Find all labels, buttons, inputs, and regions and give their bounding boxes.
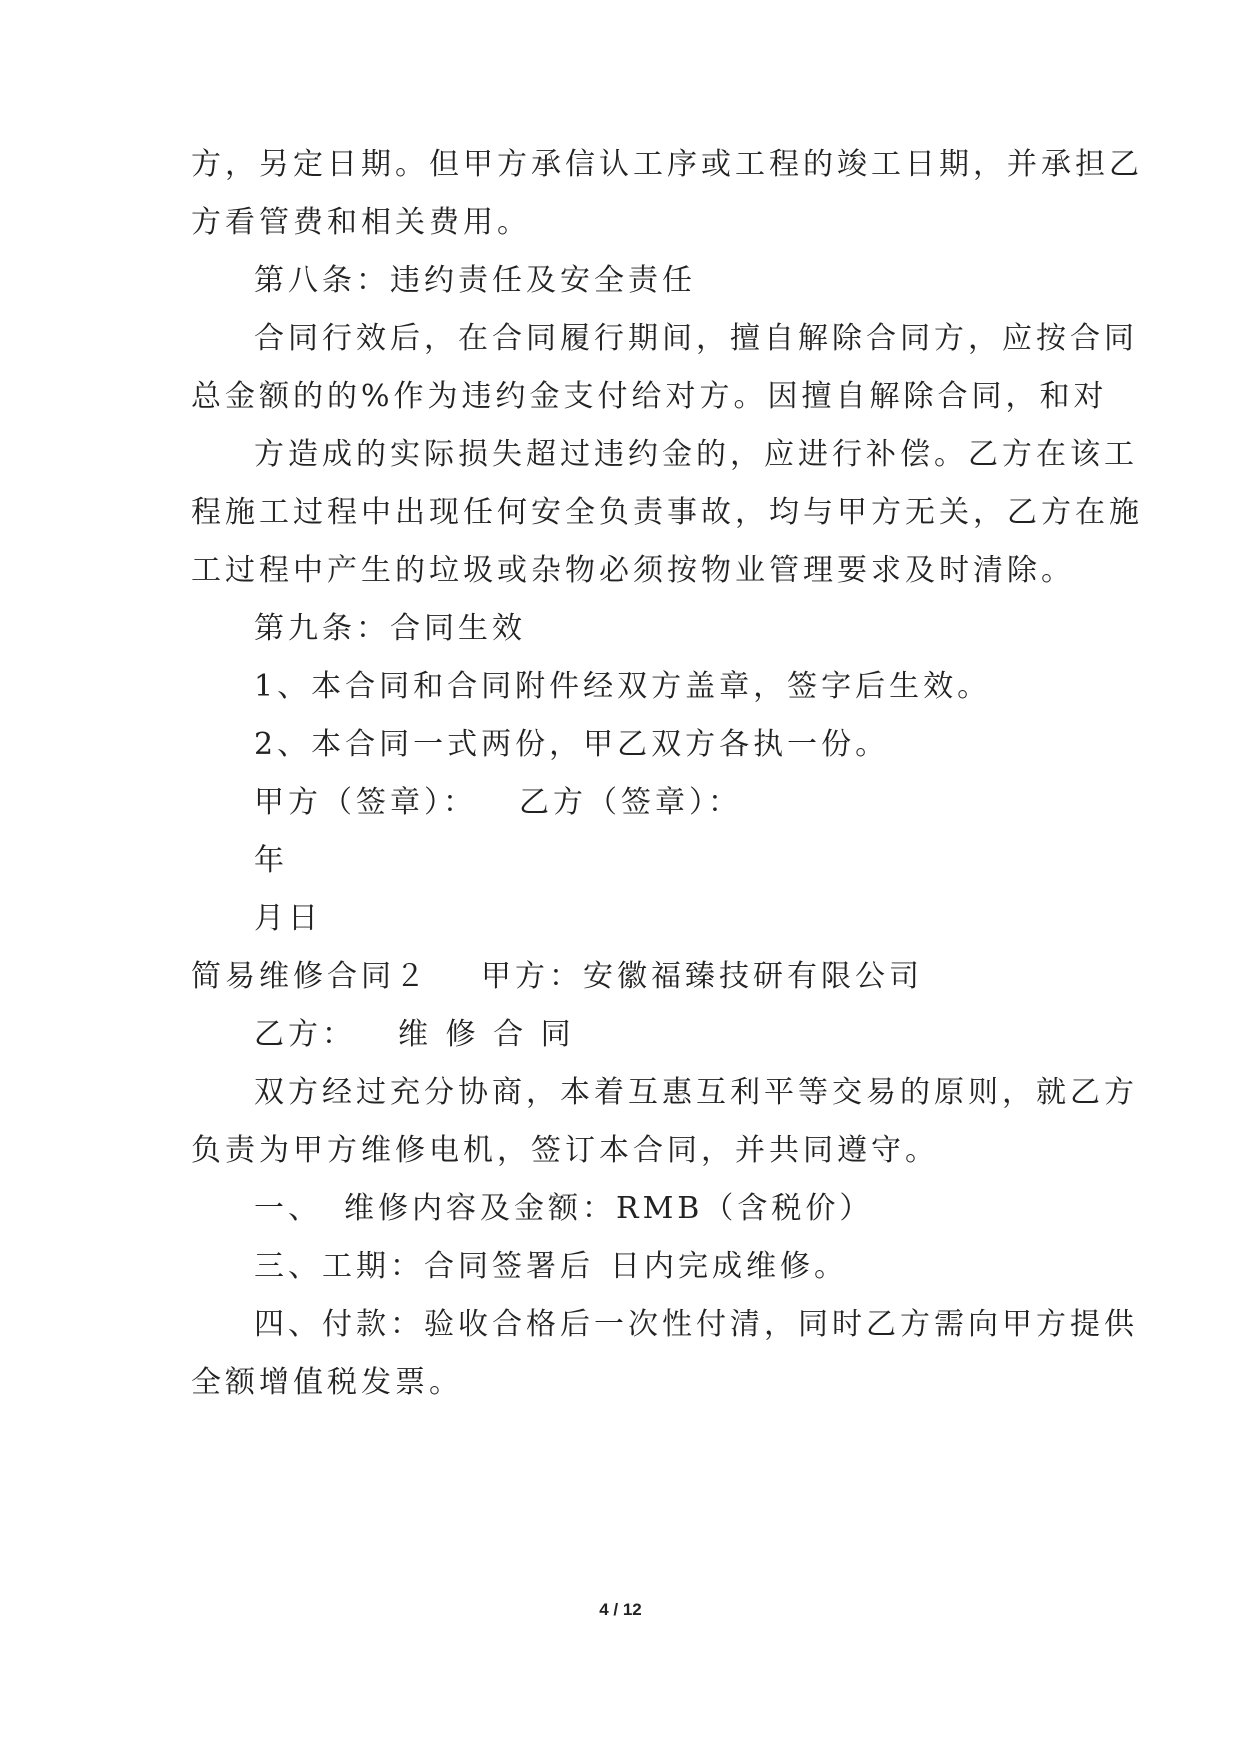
list-text: 维修内容及金额：RMB（含税价）: [344, 1191, 874, 1226]
list-number: 一、: [254, 1191, 322, 1226]
paragraph-line: 合同行效后，在合同履行期间，擅自解除合同方，应按合同: [254, 321, 1138, 356]
section-heading: 第九条：合同生效: [254, 611, 526, 646]
paragraph-line: 全额增值税发票。: [191, 1365, 463, 1400]
paragraph-line: 总金额的的%作为违约金支付给对方。因擅自解除合同，和对: [191, 379, 1108, 414]
paragraph-line: 负责为甲方维修电机，签订本合同，并共同遵守。: [191, 1133, 939, 1168]
paragraph-line: 方造成的实际损失超过违约金的，应进行补偿。乙方在该工: [254, 437, 1138, 472]
paragraph-line: 工过程中产生的垃圾或杂物必须按物业管理要求及时清除。: [191, 553, 1075, 588]
list-text: 三、工期：合同签署后: [254, 1249, 594, 1284]
page-number: 4 / 12: [599, 1600, 642, 1619]
party-a-name: 甲方：安徽福臻技研有限公司: [481, 959, 923, 994]
paragraph-line: 方看管费和相关费用。: [191, 205, 531, 240]
list-item: 2、本合同一式两份，甲乙双方各执一份。: [254, 727, 890, 762]
list-item: 1、本合同和合同附件经双方盖章，签字后生效。: [254, 669, 992, 704]
date-year-label: 年: [254, 843, 288, 878]
list-text-continued: 日内完成维修。: [610, 1249, 848, 1284]
party-b-signature-label: 乙方（签章）：: [519, 785, 742, 820]
list-item: [254, 1247, 848, 1287]
party-b-line: [254, 1015, 575, 1055]
list-item: 四、付款：验收合格后一次性付清，同时乙方需向甲方提供: [254, 1307, 1138, 1342]
list-item: [254, 1189, 873, 1229]
paragraph-line: 双方经过充分协商，本着互惠互利平等交易的原则，就乙方: [254, 1075, 1138, 1110]
paragraph-line: 程施工过程中出现任何安全负责事故，均与甲方无关，乙方在施: [191, 495, 1143, 530]
section-heading: 第八条：违约责任及安全责任: [254, 263, 696, 298]
contract-heading: 维 修 合 同: [398, 1017, 575, 1052]
party-a-signature-label: 甲方（签章）：: [254, 785, 477, 820]
party-b-label: 乙方：: [254, 1017, 356, 1052]
contract-title-line: [191, 957, 923, 997]
signature-line: [254, 783, 742, 823]
date-month-day-label: 月日: [254, 901, 322, 936]
contract-title: 简易维修合同２: [191, 959, 429, 994]
paragraph-line: 方，另定日期。但甲方承信认工序或工程的竣工日期，并承担乙: [191, 147, 1143, 182]
